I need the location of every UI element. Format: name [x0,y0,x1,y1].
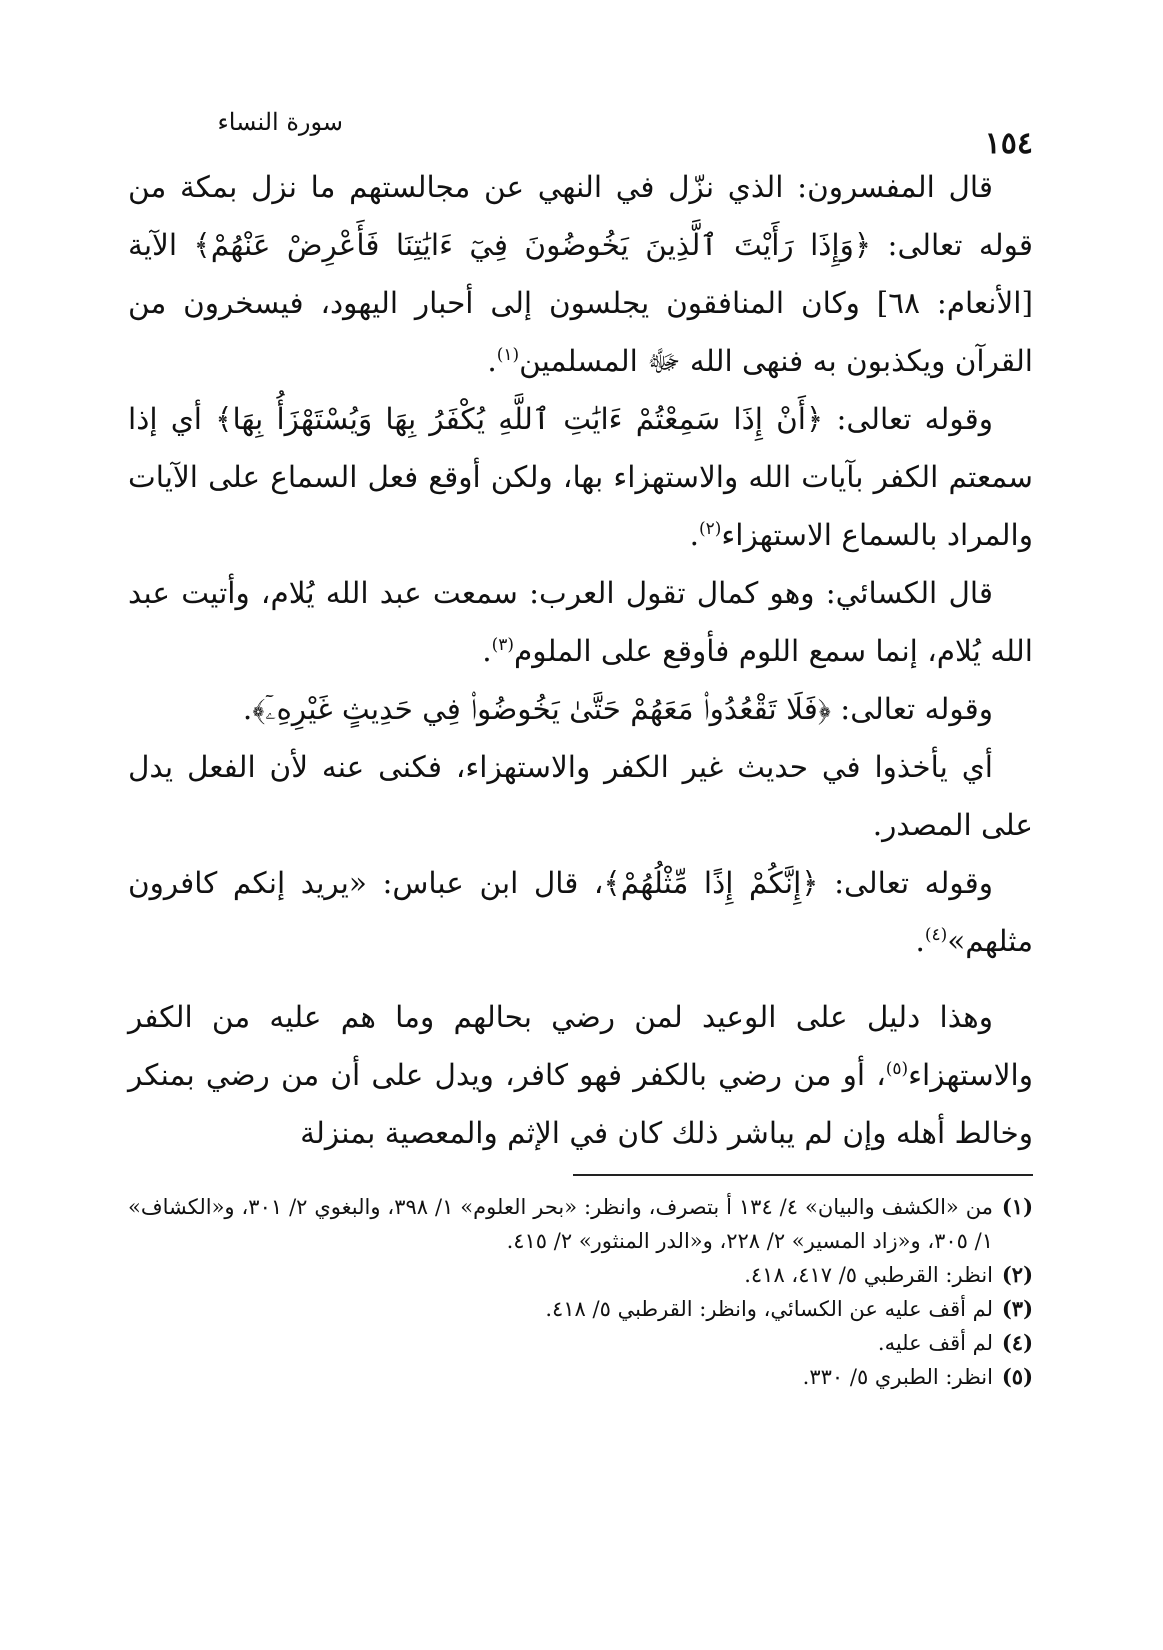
footnote: (٤) لم أقف عليه. [877,1330,1033,1355]
footnote-ref: (٢) [698,519,722,540]
footnote: (٥) انظر: الطبري ٥/ ٣٣٠. [802,1364,1033,1389]
footnote: (٢) انظر: القرطبي ٥/ ٤١٧، ٤١٨. [744,1262,1033,1287]
footnote-ref: (٥) [885,1059,909,1080]
footnote-ref: (١) [496,345,520,366]
page-number: ١٥٤ [984,126,1033,161]
paragraph: قال المفسرون: الذي نزّل في النهي عن مجالستهم ما نزل بمكة من قوله تعالى: ﴿وَإِذَا رَأَيْتَ ٱلَّذِينَ يَخُوضُونَ فِيٓ ءَايَٰتِنَا فَأَعْرِضْ عَنْهُمْ﴾ الآية [الأنعام: ٦٨] وكان المنافقون يجلسون إلى أحبار اليهود، فيسخرون من القرآن ويكذبون به فنهى الله ﷻ المسلمين$^{(١)}$. [128,170,1033,378]
surah-title: سورة النساء [217,108,343,136]
footnote: (٣) لم أقف عليه عن الكسائي، وانظر: القرطبي ٥/ ٤١٨. [545,1296,1033,1321]
paragraph: وقوله تعالى: ﴿أَنْ إِذَا سَمِعْتُمْ ءَايَٰتِ ٱللَّهِ يُكْفَرُ بِهَا وَيُسْتَهْزَأُ بِهَا﴾ أي إذا سمعتم الكفر بآيات الله والاستهزاء بها، ولكن أوقع فعل السماع على الآيات والمراد بالسماع الاستهزاء$^{(٢)}$. [128,402,1033,552]
footnotes [128,1190,1033,1394]
page-header [128,88,1033,161]
footnote-ref: (٣) [491,635,514,656]
paragraph: قال الكسائي: وهو كمال تقول العرب: سمعت عبد الله يُلام، وأتيت عبد الله يُلام، إنما سمع اللوم فأوقع على الملوم$^{(٣)}$. [128,576,1033,668]
footnote-divider [573,1174,1033,1176]
paragraph: أي يأخذوا في حديث غير الكفر والاستهزاء، فكنى عنه لأن الفعل يدل على المصدر. [128,750,1033,842]
footnote-ref: (٤) [924,925,948,946]
main-text [128,158,1033,1162]
paragraph: وقوله تعالى: ﴿فَلَا تَقْعُدُوا۟ مَعَهُمْ حَتَّىٰ يَخُوضُوا۟ فِي حَدِيثٍ غَيْرِهِۦٓ﴾. [242,692,993,726]
paragraph: وقوله تعالى: ﴿إِنَّكُمْ إِذًا مِّثْلُهُمْ﴾، قال ابن عباس: «يريد إنكم كافرون مثلهم»$^{(٤)}$. [128,866,1033,958]
footnote: (١) من «الكشف والبيان» ٤/ ١٣٤ أ بتصرف، وانظر: «بحر العلوم» ١/ ٣٩٨، والبغوي ٢/ ٣٠١، و«الكشاف» ١/ ٣٠٥، و«زاد المسير» ٢/ ٢٢٨، و«الدر المنثور» ٢/ ٤١٥. [128,1194,1033,1253]
paragraph: وهذا دليل على الوعيد لمن رضي بحالهم وما هم عليه من الكفر والاستهزاء$^{(٥)}$، أو من رضي بالكفر فهو كافر، ويدل على أن من رضي بمنكر وخالط أهله وإن لم يباشر ذلك كان في الإثم والمعصية بمنزلة [128,1000,1033,1150]
page [128,88,1033,1394]
